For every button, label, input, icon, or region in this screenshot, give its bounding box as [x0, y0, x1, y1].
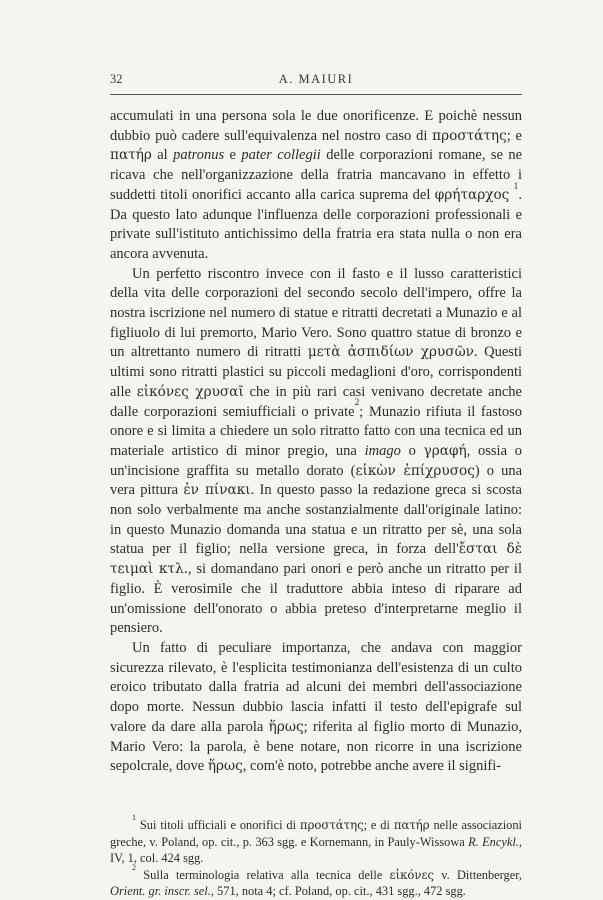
text-run: Un fatto di peculiare importanza, che andava con maggior sicurezza rilevato, è l'esplicita testimonianza dell'esistenza di un culto eroico tributato dalla fratria ad alcuni dei membri dell'associazione dopo morte. Nessun dubbio lascia infatti il testo dell'epigrafe sul valore da dare alla parola — [110, 639, 522, 735]
text-run: ) o una vera pittura — [110, 462, 523, 499]
paragraph — [110, 107, 522, 265]
greek-run: εἰκόνες χρυσαῖ — [136, 383, 244, 400]
greek-run: ἥρως — [268, 718, 304, 735]
footnotes — [110, 813, 522, 900]
text-run: Un perfetto riscontro invece con il fasto e il lusso caratteristici della vita delle corporazioni del secondo secolo dell'impero, offre la nostra iscrizione nel numero di statue e ritratti decretati a Munazio e al figliuolo di lui premorto, Mario Vero. Sono quattro statue di bronzo e un altrettanto numero di ritratti — [110, 265, 522, 361]
text-run: Sulla terminologia relativa alla tecnica delle — [136, 867, 390, 882]
text-run: . In questo passo la redazione greca si scosta non solo verbalmente ma anche sostanzialmente dall'originale latino: in questo Munazio domanda una statua e un ritratto per sè, una sola statua per il figlio; nella versione greca, in forza dell' — [110, 482, 522, 558]
text-run: , 571, nota 4; cf. Poland, op. cit., 431 sgg., 472 sgg. — [210, 884, 466, 899]
footnote-marker: 2 — [132, 862, 137, 872]
text-run: e — [224, 147, 242, 164]
italic-run: Orient. gr. inscr. sel. — [110, 884, 211, 899]
text-run: ; e — [506, 127, 522, 144]
greek-run: ἥρως — [207, 758, 243, 775]
text-run: . Da questo lato adunque l'influenza delle corporazioni professionali e private sull'istituto antichissimo della fratria era stata nulla o non era ancora avvenuta. — [110, 186, 522, 262]
text-run: ; riferita al figlio morto di Munazio, Mario Vero: la parola, è bene notare, non ricorre in una iscrizione sepolcrale, dove — [110, 718, 522, 775]
text-run: o — [400, 442, 424, 459]
text-run: accumulati in una persona sola le due onorificenze. E poichè nessun dubbio può cadere sull'equivalenza nel nostro caso di — [110, 108, 522, 144]
greek-run: προστάτης — [432, 127, 507, 144]
text-run: , com'è noto, potrebbe anche avere il signifi- — [242, 758, 502, 775]
greek-run: εἰκόνες — [389, 867, 435, 882]
greek-run: ἔσται δὲ τειμαὶ κτλ. — [110, 541, 522, 578]
text-block — [110, 72, 522, 900]
italic-run: patronus — [173, 147, 225, 164]
footnote-marker: 2 — [354, 398, 360, 409]
header-rule — [110, 94, 522, 95]
greek-run: φρήταρχος — [434, 186, 510, 203]
text-run: . Questi ultimi sono ritratti plastici su piccoli medaglioni d'oro, corrispondenti alle — [110, 344, 522, 400]
text-run: al — [151, 147, 174, 164]
greek-run: εἰκὼν ἐπίχρυσος — [355, 462, 475, 479]
footnote-marker: 1 — [132, 813, 137, 823]
italic-run: imago — [364, 442, 401, 459]
greek-run: πατήρ — [110, 147, 152, 164]
text-run: , ossia o un'incisione graffita su metallo dorato ( — [110, 442, 523, 479]
page-number: 32 — [110, 72, 123, 86]
paragraph — [110, 639, 522, 777]
page-header — [110, 72, 522, 90]
footnote-marker: 1 — [513, 181, 519, 192]
text-run: , si domandano pari onori e però anche un ritratto per il figlio. È verosimile che il traduttore abbia inteso di riparare ad un'omissione dell'onorato o abbia preteso d'interpretarne meglio il pensiero. — [110, 561, 522, 637]
footnote — [110, 862, 522, 900]
text-run: ; Munazio rifiuta il fastoso onore e si limita a chiedere un solo ritratto fatto con una tecnica ed un materiale artistico di minor pregio, una — [110, 403, 522, 459]
greek-run: γραφή — [423, 442, 467, 459]
italic-run: pater collegii — [241, 147, 321, 164]
text-run: delle corporazioni romane, se ne ricava che nell'organizzazione della fratria mancavano in effetto i suddetti titoli onorifici accanto alla carica suprema del — [110, 147, 523, 203]
running-title: A. MAIURI — [278, 72, 354, 86]
text-run: nelle associazioni greche, v. Poland, op. cit., p. 363 sgg. e Kornemann, in Pauly-Wissowa — [110, 817, 522, 849]
greek-run: μετὰ ἀσπιδίων χρυσῶν — [307, 344, 474, 361]
text-run: ; e di — [363, 817, 394, 832]
text-run: , IV, 1, col. 424 sgg. — [110, 834, 522, 866]
footnote — [110, 813, 522, 867]
greek-run: προστάτης — [299, 817, 364, 832]
italic-run: R. Encykl. — [468, 834, 519, 849]
text-run: Sui titoli ufficiali e onorifici di — [136, 817, 300, 832]
greek-run: πατήρ — [393, 817, 430, 832]
body-text — [110, 107, 522, 777]
text-run: che in più rari casi venivano decretate anche dalle corporazioni semiufficiali o private — [110, 383, 522, 420]
paragraph — [110, 265, 522, 639]
text-run: v. Dittenberger, — [434, 867, 522, 882]
greek-run: ἐν πίνακι — [183, 482, 251, 499]
